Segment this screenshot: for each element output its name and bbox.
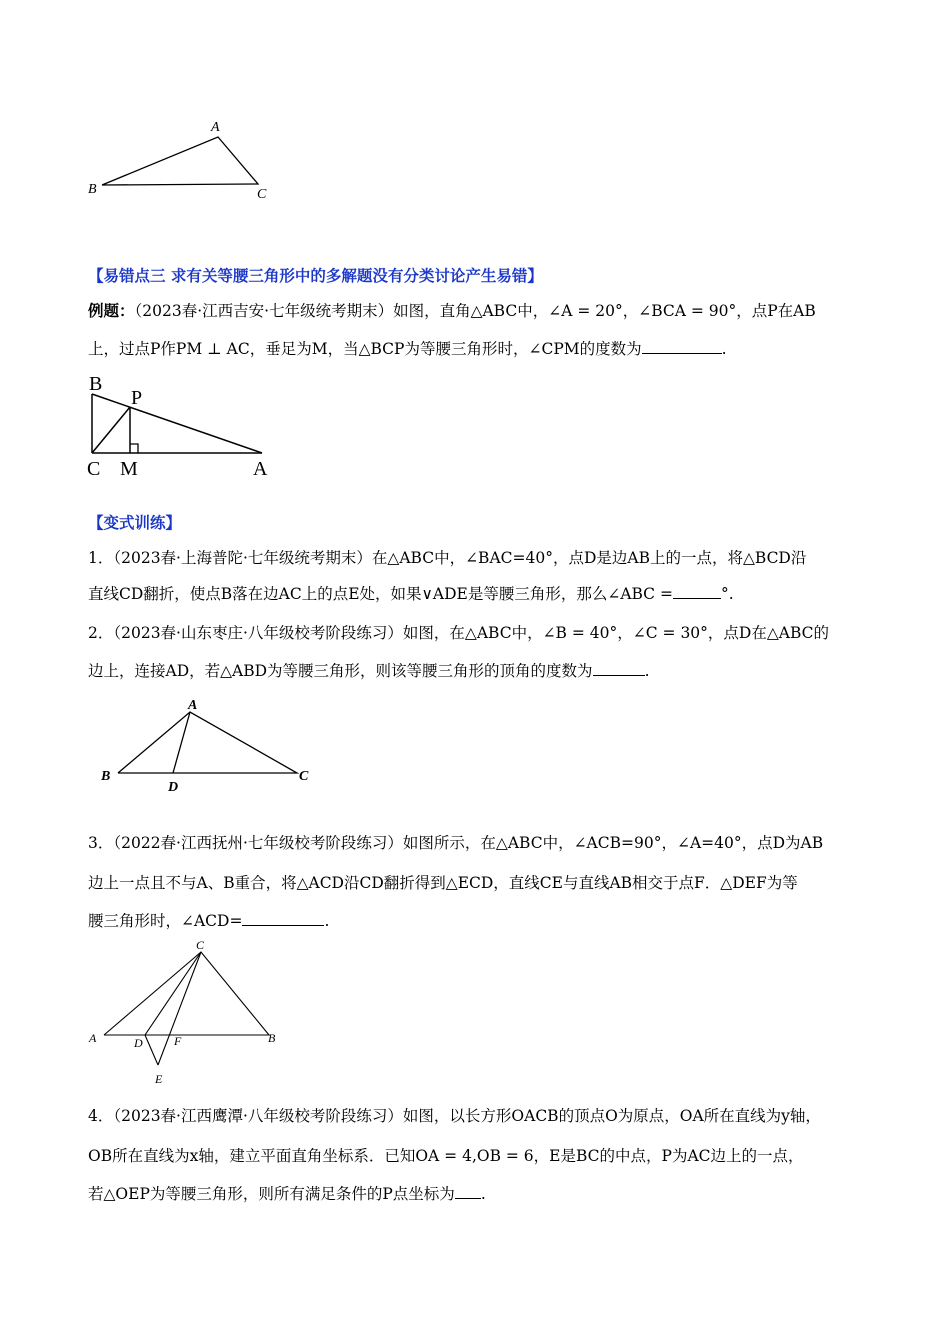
triangle-abc-outline <box>102 137 258 185</box>
label-a: A <box>188 698 198 713</box>
figure-triangle-abc-1 <box>80 112 280 207</box>
q3-line-2: 边上一点且不与A、B重合，将△ACD沿CD翻折得到△ECD，直线CE与直线AB相交于点F．△DEF为等 <box>88 874 798 892</box>
example-line-2 <box>88 339 727 359</box>
example-line-1 <box>88 301 816 321</box>
figure-right-triangle-bca <box>80 372 280 480</box>
label-e: E <box>155 1072 163 1086</box>
label-c: C <box>87 458 101 480</box>
example-label: 例题： <box>88 301 135 320</box>
label-m: M <box>120 458 138 480</box>
label-d: D <box>168 780 179 795</box>
q4-line-1: 4．（2023春·江西鹰潭·八年级校考阶段练习）如图，以长方形OACB的顶点O为原点，OA所在直线为y轴， <box>88 1107 821 1125</box>
q2-line-2 <box>88 661 650 681</box>
answer-blank-q3[interactable] <box>242 911 324 926</box>
variant-heading: 【变式训练】 <box>88 514 182 532</box>
label-b: B <box>89 373 103 395</box>
q1-line-1: 1．（2023春·上海普陀·七年级统考期末）在△ABC中，∠BAC=40°，点D是边AB上的一点，将△BCD沿 <box>88 549 807 567</box>
q2-text-2: 边上，连接AD，若△ABD为等腰三角形，则该等腰三角形的顶角的度数为 <box>88 662 593 680</box>
q1-line-2 <box>88 584 734 604</box>
q2-end: . <box>644 662 650 680</box>
q4-line-2: OB所在直线为x轴，建立平面直角坐标系．已知OA = 4,OB = 6，E是BC的中点，P为AC边上的一点， <box>88 1147 804 1165</box>
answer-blank-example[interactable] <box>642 339 722 354</box>
answer-blank-q4[interactable] <box>455 1184 481 1199</box>
q4-text-3: 若△OEP为等腰三角形，则所有满足条件的P点坐标为 <box>88 1185 455 1203</box>
answer-blank-q1[interactable] <box>673 584 721 599</box>
figure-fold-triangle <box>80 935 290 1090</box>
q1-end: °. <box>720 585 734 603</box>
section-heading-3: 【易错点三 求有关等腰三角形中的多解题没有分类讨论产生易错】 <box>88 267 543 285</box>
label-d: D <box>134 1036 143 1050</box>
example-text-2: 上，过点P作PM ⊥ AC，垂足为M，当△BCP为等腰三角形时，∠CPM的度数为 <box>88 340 642 358</box>
q1-text-2: 直线CD翻折，使点B落在边AC上的点E处，如果∨ADE是等腰三角形，那么∠ABC = <box>88 585 673 603</box>
q3-line-1: 3．（2022春·江西抚州·七年级校考阶段练习）如图所示，在△ABC中，∠ACB=90°，∠A=40°，点D为AB <box>88 834 824 852</box>
q3-line-3 <box>88 911 329 931</box>
label-a: A <box>253 458 268 480</box>
label-c: C <box>257 187 267 202</box>
example-end: . <box>721 340 727 358</box>
q4-line-3 <box>88 1184 486 1204</box>
figure-triangle-abc-d <box>95 693 325 801</box>
q3-end: . <box>324 912 330 930</box>
label-p: P <box>131 387 143 409</box>
q2-line-1: 2．（2023春·山东枣庄·八年级校考阶段练习）如图，在△ABC中，∠B = 40°，∠C = 30°，点D在△ABC的 <box>88 624 829 642</box>
label-c: C <box>196 938 205 952</box>
answer-blank-q2[interactable] <box>593 661 645 676</box>
q4-end: . <box>480 1185 486 1203</box>
label-b: B <box>268 1031 276 1045</box>
label-c: C <box>299 769 309 784</box>
q3-text-3: 腰三角形时，∠ACD= <box>88 912 243 930</box>
label-f: F <box>174 1034 182 1048</box>
label-b: B <box>101 769 111 784</box>
label-a: A <box>211 120 220 135</box>
label-a: A <box>89 1031 97 1045</box>
example-text-1: （2023春·江西吉安·七年级统考期末）如图，直角△ABC中，∠A = 20°，∠BCA = 90°，点P在AB <box>134 302 816 320</box>
label-b: B <box>88 182 97 197</box>
